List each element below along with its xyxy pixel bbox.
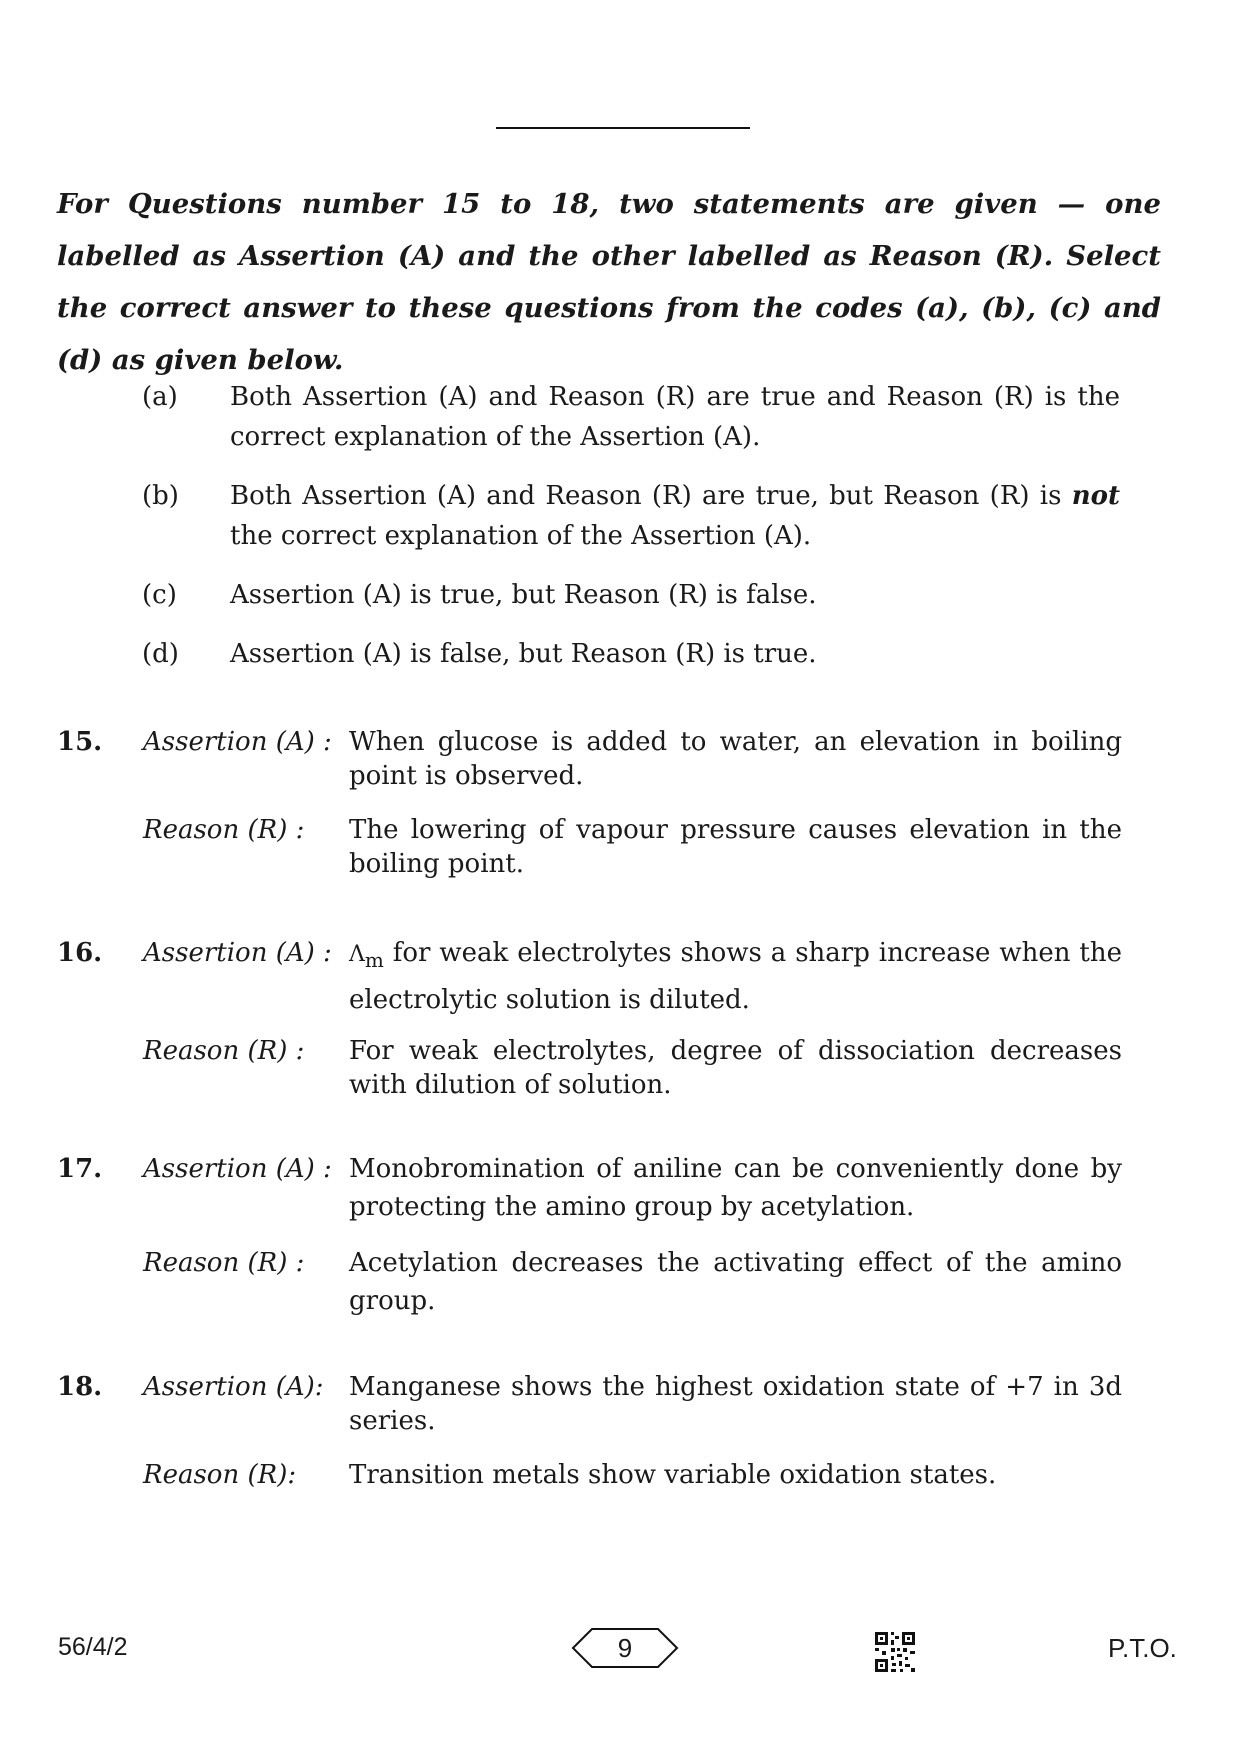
- assertion-label: Assertion (A) :: [143, 938, 332, 968]
- reason-row: [57, 1244, 1122, 1320]
- code-b: [142, 476, 1122, 556]
- assertion-row: [57, 933, 1122, 1020]
- assertion-row: [57, 725, 1122, 793]
- code-text: Assertion (A) is true, but Reason (R) is false.: [230, 580, 817, 610]
- reason-label: Reason (R) :: [143, 815, 305, 845]
- reason-row: [57, 1458, 1122, 1492]
- question-number: 17.: [57, 1154, 103, 1184]
- code-a: [142, 377, 1122, 457]
- top-divider: [496, 127, 750, 129]
- code-text: [230, 476, 1120, 556]
- assertion-text: [349, 933, 1122, 1020]
- code-letter: (a): [142, 382, 178, 412]
- pto-label: P.T.O.: [1108, 1633, 1177, 1663]
- code-c: [142, 575, 1122, 615]
- code-letter: (d): [142, 639, 179, 669]
- answer-codes: [142, 377, 1122, 693]
- question-16: [57, 933, 1122, 1102]
- code-letter: (b): [142, 481, 179, 511]
- question-number: 15.: [57, 727, 103, 757]
- reason-label: Reason (R) :: [143, 1248, 305, 1278]
- reason-text: Acetylation decreases the activating effect of the amino group.: [349, 1248, 1122, 1316]
- reason-text: Transition metals show variable oxidation states.: [349, 1460, 997, 1490]
- code-text: Both Assertion (A) and Reason (R) are true and Reason (R) is the correct explanation of the Assertion (A).: [230, 382, 1120, 452]
- code-text: Assertion (A) is false, but Reason (R) is true.: [230, 639, 817, 669]
- page-number: 9: [617, 1633, 633, 1663]
- question-17: [57, 1150, 1122, 1320]
- assertion-label: Assertion (A):: [143, 1372, 324, 1402]
- molar-subscript: m: [364, 948, 384, 972]
- instructions: For Questions number 15 to 18, two statements are given — one labelled as Assertion (A) and the other labelled as Reason (R). Select the correct answer to these questions from the codes (a), (b), (c) and (d) as given below.: [57, 188, 1161, 376]
- reason-label: Reason (R):: [143, 1460, 297, 1490]
- reason-row: [57, 1034, 1122, 1102]
- code-text-after: the correct explanation of the Assertion (A).: [230, 521, 812, 551]
- paper-code: 56/4/2: [58, 1633, 128, 1661]
- code-text-before: Both Assertion (A) and Reason (R) are true, but Reason (R) is: [230, 481, 1072, 511]
- assertion-body: for weak electrolytes shows a sharp increase when the electrolytic solution is diluted.: [349, 938, 1122, 1015]
- emphasis-not: not: [1071, 481, 1120, 511]
- assertion-text: When glucose is added to water, an elevation in boiling point is observed.: [349, 727, 1122, 791]
- assertion-label: Assertion (A) :: [143, 727, 332, 757]
- reason-text: For weak electrolytes, degree of dissociation decreases with dilution of solution.: [349, 1036, 1122, 1100]
- assertion-text: Manganese shows the highest oxidation state of +7 in 3d series.: [349, 1372, 1122, 1436]
- question-number: 16.: [57, 938, 103, 968]
- assertion-row: [57, 1150, 1122, 1226]
- reason-row: [57, 813, 1122, 881]
- code-d: [142, 634, 1122, 674]
- molar-conductivity-symbol: Λ: [349, 942, 365, 967]
- reason-label: Reason (R) :: [143, 1036, 305, 1066]
- assertion-text: Monobromination of aniline can be conveniently done by protecting the amino group by acetylation.: [349, 1154, 1122, 1222]
- reason-text: The lowering of vapour pressure causes elevation in the boiling point.: [349, 815, 1122, 879]
- qr-code-icon: [875, 1632, 915, 1672]
- question-number: 18.: [57, 1372, 103, 1402]
- question-18: [57, 1370, 1122, 1492]
- question-15: [57, 725, 1122, 881]
- code-letter: (c): [142, 580, 177, 610]
- assertion-label: Assertion (A) :: [143, 1154, 332, 1184]
- assertion-row: [57, 1370, 1122, 1438]
